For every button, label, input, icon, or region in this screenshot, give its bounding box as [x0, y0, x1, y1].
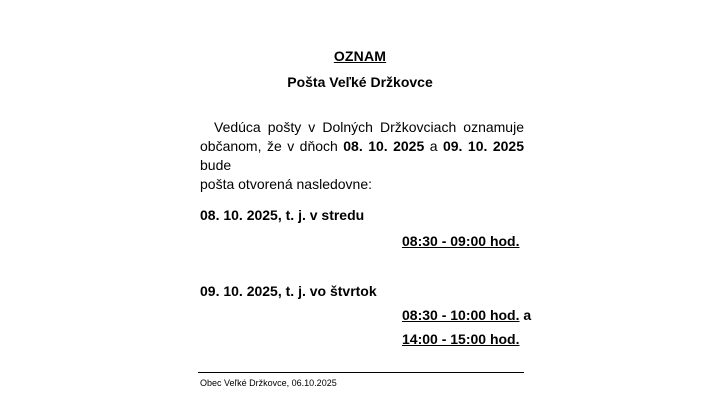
schedule-hours-2a-suffix: a [519, 307, 532, 323]
paragraph-line-1: Vedúca pošty v Dolných Držkovciach oznamuje [214, 119, 524, 135]
footer-divider [198, 372, 524, 373]
schedule-hours-2b [402, 331, 520, 347]
schedule-hours-1-value: 08:30 - 09:00 hod. [402, 233, 520, 249]
schedule-hours-2b-value: 14:00 - 15:00 hod. [402, 331, 520, 347]
paragraph-line-2-text-b: bude [200, 157, 232, 173]
schedule-hours-2a-value: 08:30 - 10:00 hod. [402, 307, 520, 323]
notice-paragraph [200, 118, 524, 194]
paragraph-date-1: 08. 10. 2025 [343, 138, 425, 154]
schedule-date-1: 08. 10. 2025, t. j. v stredu [200, 207, 365, 223]
notice-subtitle: Pošta Veľké Držkovce [287, 74, 433, 90]
schedule-date-2: 09. 10. 2025, t. j. vo štvrtok [200, 283, 377, 299]
paragraph-conjunction: a [424, 138, 443, 154]
paragraph-line-2-text-a: občanom, že v dňoch [200, 138, 344, 154]
schedule-hours-1 [402, 233, 520, 249]
schedule-hours-2a [402, 307, 531, 323]
notice-title: OZNAM [333, 48, 387, 64]
notice-footer: Obec Veľké Držkovce, 06.10.2025 [200, 378, 337, 388]
paragraph-line-3: pošta otvorená nasledovne: [200, 176, 373, 192]
paragraph-line-2 [200, 137, 524, 175]
paragraph-date-2: 09. 10. 2025 [442, 138, 524, 154]
